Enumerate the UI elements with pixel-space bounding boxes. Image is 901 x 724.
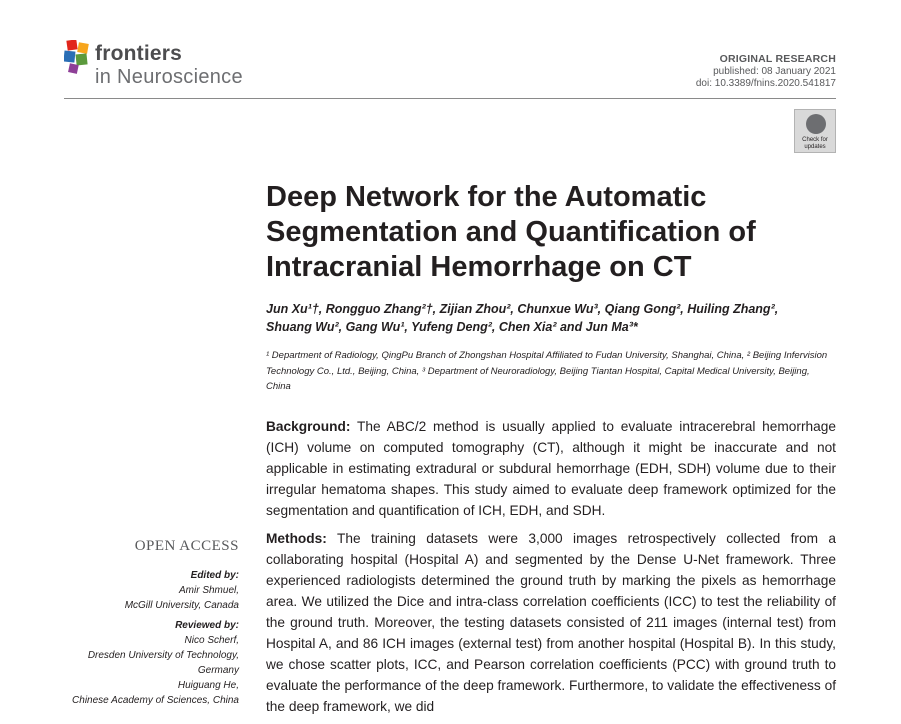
authors-line-2[interactable]: Shuang Wu², Gang Wu¹, Yufeng Deng², Chen Xia² and Jun Ma³* [266,320,638,334]
editor-name[interactable]: Amir Shmuel, [178,585,239,596]
editor-affiliation: McGill University, Canada [124,600,239,611]
check-for-updates-badge[interactable] [794,109,836,153]
background-label: Background: [266,419,351,434]
badge-label: Check for updates [802,137,828,150]
crossmark-icon [806,114,826,134]
journal-logo[interactable] [64,40,264,90]
article-title: Deep Network for the Automatic Segmentation and Quantification of Intracranial Hemorrhage on CT [266,181,756,283]
frontiers-logo-icon [64,40,92,74]
sidebar-info [40,538,239,708]
reviewed-by-label: Reviewed by: [175,620,239,631]
published-date: published: 08 January 2021 [713,65,836,77]
affiliations: ¹ Department of Radiology, QingPu Branch of Zhongshan Hospital Affiliated to Fudan University, Shanghai, China, ² Beijing Infervision Technology Co., Ltd., Beijing, China, ³ Department of Neuroradiology, Beijing Tiantan Hospital, Capital Medical University, Beijing, China [266,350,828,392]
edited-by-label: Edited by: [190,570,239,581]
logo-word-journal: in Neuroscience [95,66,243,88]
reviewer-name[interactable]: Huiguang He, [177,680,239,691]
reviewer-affiliation-country: Germany [197,665,239,676]
abstract-methods [266,528,836,717]
background-text: The ABC/2 method is usually applied to evaluate intracerebral hemorrhage (ICH) volume on computed tomography (CT), although it might be inaccurate and not applicable in estimating extradural or subdural hemorrhage (EDH, SDH) volume due to their irregular hematoma shapes. This study aimed to evaluate deep framework optimized for the segmentation and quantification of ICH, EDH, and SDH. [266,419,836,518]
methods-text: The training datasets were 3,000 images retrospectively collected from a collaborating hospital (Hospital A) and segmented by the Dense U-Net framework. Three experienced radiologists determined the ground truth by marking the pixels as hemorrhage area. We utilized the Dice and intra-class correlation coefficients (ICC) to test the reliability of the ground truth. Moreover, the testing datasets consisted of 211 images (internal test) from Hospital A, and 86 ICH images (external test) from another hospital (Hospital B). In this study, we chose scatter plots, ICC, and Pearson correlation coefficients (PCC) with ground truth to evaluate the performance of the deep framework. Furthermore, to validate the effectiveness of the deep framework, we did [266,531,836,714]
reviewer-name[interactable]: Nico Scherf, [184,635,239,646]
reviewer-affiliation: Dresden University of Technology, [87,650,239,661]
reviewer-affiliation: Chinese Academy of Sciences, China [72,695,239,706]
header-divider [64,98,836,99]
abstract-background [266,416,836,521]
doi-link[interactable]: doi: 10.3389/fnins.2020.541817 [695,78,836,89]
abstract [266,416,836,724]
open-access-label: OPEN ACCESS [134,538,239,554]
article-meta [696,53,836,91]
author-list [266,300,826,336]
methods-label: Methods: [266,531,327,546]
logo-word-frontiers: frontiers [95,42,182,65]
article-type: ORIGINAL RESEARCH [719,53,836,65]
authors-line-1[interactable]: Jun Xu¹†, Rongguo Zhang²†, Zijian Zhou², Chunxue Wu³, Qiang Gong², Huiling Zhang², [266,302,779,316]
